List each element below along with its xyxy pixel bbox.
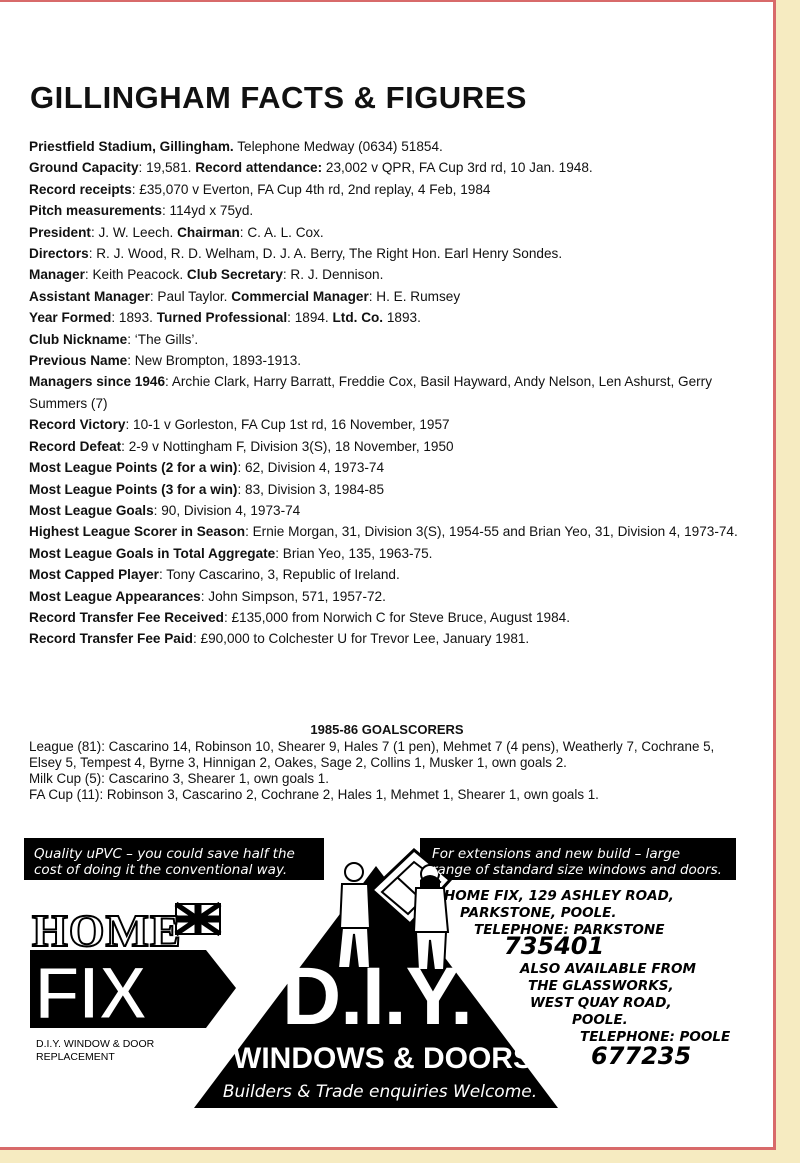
fact-value: : 10-1 v Gorleston, FA Cup 1st rd, 16 November, 1957: [125, 417, 450, 433]
fix-logo: FIX: [34, 951, 147, 1036]
fact-line: [29, 350, 741, 371]
goalscorers-fa-cup: FA Cup (11): Robinson 3, Cascarino 2, Cochrane 2, Hales 1, Mehmet 1, Shearer 1, own goals 1.: [29, 787, 599, 802]
fact-key: Record receipts: [29, 181, 132, 197]
fact-line: [29, 200, 741, 221]
fact-line: [29, 157, 741, 178]
home-logo: HOME: [32, 905, 182, 956]
fact-value: : 1893.: [111, 310, 157, 326]
fact-key: Chairman: [177, 224, 240, 240]
fact-key: Most League Goals: [29, 502, 154, 518]
fact-key: Manager: [29, 267, 85, 283]
fact-value: : £35,070 v Everton, FA Cup 4th rd, 2nd replay, 4 Feb, 1984: [131, 181, 491, 197]
fact-key: Ground Capacity: [29, 160, 139, 176]
fact-key: Priestfield Stadium, Gillingham.: [29, 139, 234, 154]
fact-key: Club Secretary: [186, 267, 283, 283]
fact-value: : £90,000 to Colchester U for Trevor Lee, January 1981.: [192, 631, 530, 647]
fact-line: [29, 607, 741, 628]
homefix-advert: [24, 838, 736, 1113]
fact-value: : R. J. Wood, R. D. Welham, D. J. A. Berry, The Right Hon. Earl Henry Sondes.: [88, 246, 563, 262]
fact-value: 23,002 v QPR, FA Cup 3rd rd, 10 Jan. 1948.: [322, 160, 593, 176]
fact-key: Turned Professional: [156, 310, 288, 326]
fact-value: : 114yd x 75yd.: [161, 203, 254, 219]
fact-line: [29, 264, 741, 285]
fact-key: Most Capped Player: [29, 567, 159, 583]
goalscorers-league: League (81): Cascarino 14, Robinson 10, Shearer 9, Hales 7 (1 pen), Mehmet 7 (4 pens), Weatherly 7, Cochrane 5, Elsey 5, Tempest 4, Byrne 3, Hinnigan 2, Oakes, Sage 2, Collins 1, Musker 1, own goals 2.: [29, 739, 715, 770]
fact-key: Directors: [29, 246, 89, 262]
fact-line: [29, 457, 741, 478]
flag-icon: [176, 904, 220, 934]
advert-address: HOME FIX, 129 ASHLEY ROAD, PARKSTONE, POOLE. TELEPHONE: PARKSTONE: [444, 888, 674, 938]
goalscorers-heading: 1985-86 GOALSCORERS: [310, 722, 464, 737]
fact-value: : Paul Taylor.: [149, 288, 232, 304]
fact-value: 1893.: [383, 310, 421, 326]
fact-line: [29, 222, 741, 243]
fact-line: [29, 564, 741, 585]
fact-line: [29, 436, 741, 457]
fact-value: : New Brompton, 1893-1913.: [127, 353, 302, 369]
fact-key: Commercial Manager: [231, 288, 369, 304]
fact-value: : Keith Peacock.: [84, 267, 187, 283]
fact-line: [29, 521, 741, 542]
fact-key: Highest League Scorer in Season: [29, 524, 246, 540]
fact-key: President: [29, 224, 91, 240]
fact-value: : 83, Division 3, 1984-85: [237, 481, 385, 497]
fact-value: : C. A. L. Cox.: [239, 224, 324, 240]
fact-key: Club Nickname: [29, 331, 128, 347]
fact-value: : H. E. Rumsey: [368, 288, 461, 304]
fact-value: : J. W. Leech.: [90, 224, 178, 240]
fact-line: [29, 136, 741, 157]
fact-key: Record Transfer Fee Paid: [29, 631, 193, 647]
fact-value: : 90, Division 4, 1973-74: [153, 502, 301, 518]
fact-key: Most League Points (2 for a win): [29, 460, 238, 476]
fact-value: : Tony Cascarino, 3, Republic of Ireland.: [158, 567, 400, 583]
fact-value: : Archie Clark, Harry Barratt, Freddie Cox, Basil Hayward, Andy Nelson, Len Ashurst, Gerry Summers (7): [29, 374, 713, 411]
fact-value: : 1894.: [287, 310, 333, 326]
builders-trade-text: Builders & Trade enquiries Welcome.: [222, 1082, 538, 1102]
fact-key: Managers since 1946: [29, 374, 166, 390]
fact-key: Most League Goals in Total Aggregate: [29, 545, 276, 561]
goalscorers-milk-cup: Milk Cup (5): Cascarino 3, Shearer 1, own goals 1.: [29, 771, 329, 786]
fact-value: Telephone Medway (0634) 51854.: [233, 139, 443, 154]
advert-extensions-text: For extensions and new build – large range of standard size windows and doors.: [432, 846, 722, 878]
fact-key: Most League Points (3 for a win): [29, 481, 238, 497]
fact-value: : Brian Yeo, 135, 1963-75.: [275, 545, 433, 561]
fact-value: : Ernie Morgan, 31, Division 3(S), 1954-55 and Brian Yeo, 31, Division 4, 1973-74.: [245, 524, 738, 540]
fact-value: : £135,000 from Norwich C for Steve Bruce, August 1984.: [223, 609, 571, 625]
fact-key: Year Formed: [29, 310, 112, 326]
diy-replacement-caption: D.I.Y. WINDOW & DOOR REPLACEMENT: [36, 1038, 155, 1063]
fact-key: Record Defeat: [29, 438, 122, 454]
diy-headline: D.I.Y.: [282, 951, 472, 1042]
fact-line: [29, 243, 741, 264]
fact-value: : R. J. Dennison.: [282, 267, 384, 283]
fact-value: : 19,581.: [138, 160, 196, 176]
fact-key: Record attendance:: [195, 160, 323, 176]
fact-line: [29, 307, 741, 328]
fact-line: [29, 628, 741, 649]
fact-key: Previous Name: [29, 353, 128, 369]
fact-line: [29, 479, 741, 500]
fact-key: Record Victory: [29, 417, 126, 433]
windows-doors-headline: WINDOWS & DOORS: [233, 1042, 533, 1075]
fact-key: Ltd. Co.: [332, 310, 384, 326]
advert-phone-parkstone: 735401: [504, 932, 605, 960]
facts-list: [29, 136, 741, 650]
fact-key: Most League Appearances: [29, 588, 201, 604]
fact-line: [29, 179, 741, 200]
fact-line: [29, 286, 741, 307]
fact-line: [29, 371, 741, 414]
goalscorers-section: [29, 722, 745, 803]
advert-phone-poole: 677235: [591, 1042, 692, 1070]
fact-key: Record Transfer Fee Received: [29, 609, 224, 625]
fact-line: [29, 543, 741, 564]
advert-also-available: ALSO AVAILABLE FROM THE GLASSWORKS, WEST QUAY ROAD, POOLE. TELEPHONE: POOLE: [520, 961, 731, 1045]
fact-line: [29, 329, 741, 350]
fact-line: [29, 500, 741, 521]
page-title: GILLINGHAM FACTS & FIGURES: [30, 80, 527, 115]
fact-value: : 2-9 v Nottingham F, Division 3(S), 18 November, 1950: [121, 438, 454, 454]
advert-quality-text: Quality uPVC – you could save half the cost of doing it the conventional way.: [34, 846, 295, 878]
fact-key: Pitch measurements: [29, 203, 162, 219]
fact-key: Assistant Manager: [29, 288, 150, 304]
fact-value: : 62, Division 4, 1973-74: [237, 460, 385, 476]
fact-line: [29, 414, 741, 435]
fact-value: : John Simpson, 571, 1957-72.: [200, 588, 386, 604]
fact-line: [29, 586, 741, 607]
fact-value: : ‘The Gills’.: [127, 331, 199, 347]
